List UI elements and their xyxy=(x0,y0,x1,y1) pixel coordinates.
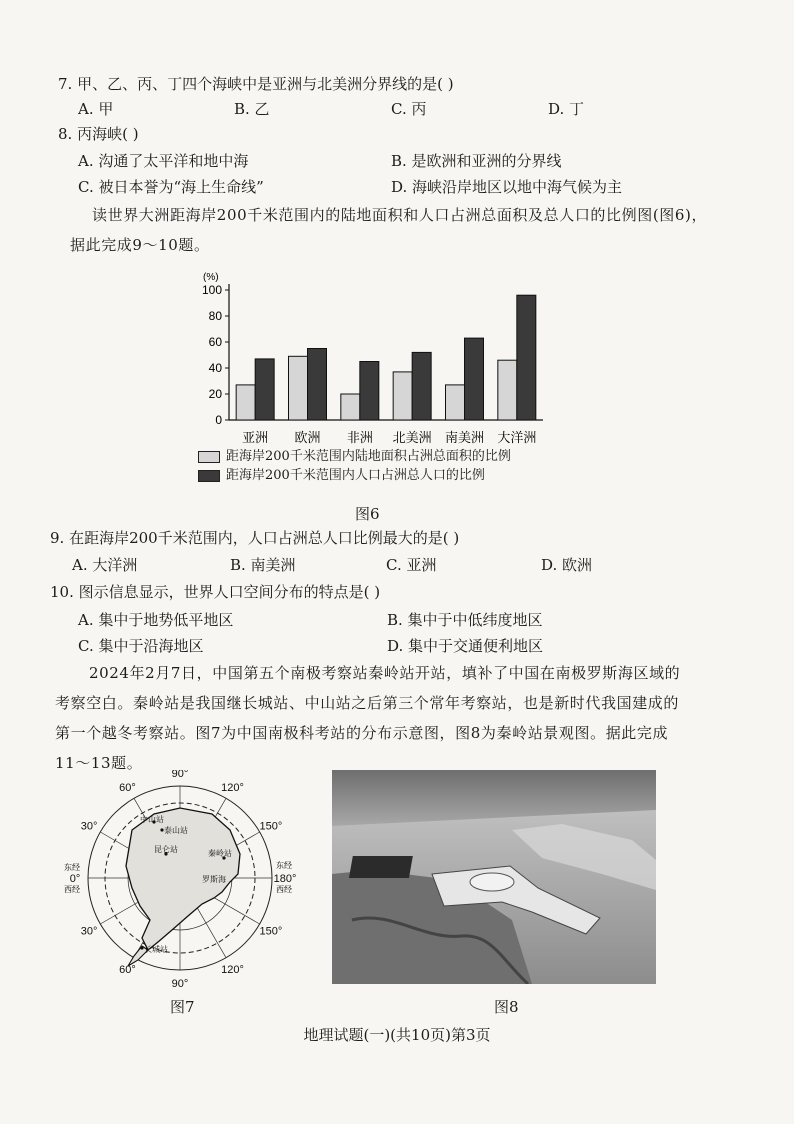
bar-population-4 xyxy=(465,338,484,420)
q7-option-b: B. 乙 xyxy=(234,100,270,118)
map-longitude-label: 120° xyxy=(221,963,244,976)
page-footer: 地理试题(一)(共10页)第3页 xyxy=(303,1026,491,1044)
antarctica-station-map xyxy=(62,770,302,990)
sea-label-ross: 罗斯海 xyxy=(202,875,226,884)
q10-option-c: C. 集中于沿海地区 xyxy=(78,637,204,655)
legend-label-population: 距海岸200千米范围内人口占洲总人口的比例 xyxy=(226,468,485,483)
q8-option-c: C. 被日本誉为“海上生命线” xyxy=(78,178,264,196)
bar-population-1 xyxy=(308,349,327,421)
q8-stem: 8. 丙海峡( ) xyxy=(58,125,139,143)
figure7-caption: 图7 xyxy=(170,998,195,1016)
station-label-zhongshan: 中山站 xyxy=(140,815,164,824)
x-category-label-1: 欧洲 xyxy=(294,431,321,446)
intro-figure6: 读世界大洲距海岸200千米范围内的陆地面积和人口占洲总面积及总人口的比例图(图6)，据此完成9～10题。 xyxy=(70,206,708,254)
map-longitude-label: 60° xyxy=(119,782,136,795)
q10-option-a: A. 集中于地势低平地区 xyxy=(78,611,234,629)
x-category-label-5: 大洋洲 xyxy=(497,431,537,446)
figure8-caption: 图8 xyxy=(494,998,519,1016)
map-side-label-left-west: 西经 xyxy=(64,885,80,894)
bar-area-5 xyxy=(498,360,517,420)
bar-area-3 xyxy=(393,372,412,420)
station-label-changcheng: 长城站 xyxy=(144,945,168,954)
legend-item-area xyxy=(198,449,511,465)
map-side-label-right-east: 东经 xyxy=(276,861,292,870)
map-side-label-left-east: 东经 xyxy=(64,863,80,872)
map-longitude-label: 120° xyxy=(221,782,244,795)
station-label-kunlun: 昆仑站 xyxy=(154,845,178,854)
legend-label-area: 距海岸200千米范围内陆地面积占洲总面积的比例 xyxy=(226,449,511,464)
q9-option-b: B. 南美洲 xyxy=(230,556,296,574)
map-longitude-label: 150° xyxy=(259,820,283,833)
y-tick-label-60: 60 xyxy=(208,335,222,349)
q8-option-a: A. 沟通了太平洋和地中海 xyxy=(78,152,249,170)
map-longitude-label: 90° xyxy=(171,770,189,780)
legend-item-population xyxy=(198,468,485,484)
q7-option-d: D. 丁 xyxy=(548,100,585,118)
q10-option-d: D. 集中于交通便利地区 xyxy=(387,637,544,655)
map-longitude-label: 30° xyxy=(80,820,98,833)
y-tick-label-40: 40 xyxy=(208,361,222,375)
y-tick-label-100: 100 xyxy=(201,283,222,297)
q8-option-d: D. 海峡沿岸地区以地中海气候为主 xyxy=(391,178,623,196)
map-longitude-label: 180° xyxy=(273,873,297,885)
bar-population-0 xyxy=(255,359,274,420)
map-longitude-label: 0° xyxy=(69,873,81,885)
q10-option-b: B. 集中于中低纬度地区 xyxy=(387,611,543,629)
q9-option-a: A. 大洋洲 xyxy=(72,556,138,574)
y-axis-unit-label: (%) xyxy=(203,272,219,283)
q9-stem: 9. 在距海岸200千米范围内，人口占洲总人口比例最大的是( ) xyxy=(50,529,460,547)
bar-area-2 xyxy=(341,394,360,420)
q7-option-c: C. 丙 xyxy=(391,100,427,118)
station-label-qinling: 秦岭站 xyxy=(208,849,232,858)
legend-swatch-population xyxy=(198,470,220,482)
y-tick-label-0: 0 xyxy=(215,413,222,427)
qinling-station-photo xyxy=(332,770,656,984)
q8-option-b: B. 是欧洲和亚洲的分界线 xyxy=(391,152,562,170)
map-longitude-label: 60° xyxy=(119,963,136,976)
legend-swatch-area xyxy=(198,451,220,463)
station-label-taishan: 泰山站 xyxy=(164,826,188,835)
bar-population-3 xyxy=(412,352,431,420)
bar-area-1 xyxy=(289,356,308,420)
bar-area-4 xyxy=(446,385,465,420)
intro-figure7-8: 2024年2月7日，中国第五个南极考察站秦岭站开站，填补了中国在南极罗斯海区域的考察空白。秦岭站是我国继长城站、中山站之后第三个常年考察站，也是新时代我国建成的第一个越冬考察站。图7为中国南极科考站的分布示意图，图8为秦岭站景观图。据此完成11～13题。 xyxy=(55,664,681,772)
photo-station-dome xyxy=(470,873,514,891)
q7-stem: 7. 甲、乙、丙、丁四个海峡中是亚洲与北美洲分界线的是( ) xyxy=(58,75,454,93)
map-longitude-label: 90° xyxy=(171,978,189,990)
map-longitude-label: 30° xyxy=(80,925,98,938)
x-category-label-3: 北美洲 xyxy=(392,431,432,446)
bar-population-2 xyxy=(360,362,379,421)
bar-area-0 xyxy=(236,385,255,420)
y-tick-label-20: 20 xyxy=(208,387,222,401)
q9-option-c: C. 亚洲 xyxy=(386,556,437,574)
map-longitude-label: 150° xyxy=(259,925,283,938)
x-category-label-0: 亚洲 xyxy=(242,431,269,446)
figure6-caption: 图6 xyxy=(355,505,380,523)
q7-option-a: A. 甲 xyxy=(78,100,114,118)
map-side-label-right-west: 西经 xyxy=(276,885,292,894)
y-tick-label-80: 80 xyxy=(208,309,222,323)
photo-dark-building xyxy=(349,856,413,878)
bar-population-5 xyxy=(517,295,536,420)
q10-stem: 10. 图示信息显示，世界人口空间分布的特点是( ) xyxy=(50,583,381,601)
q9-option-d: D. 欧洲 xyxy=(541,556,593,574)
x-category-label-2: 非洲 xyxy=(346,431,373,446)
x-category-label-4: 南美洲 xyxy=(444,431,485,446)
